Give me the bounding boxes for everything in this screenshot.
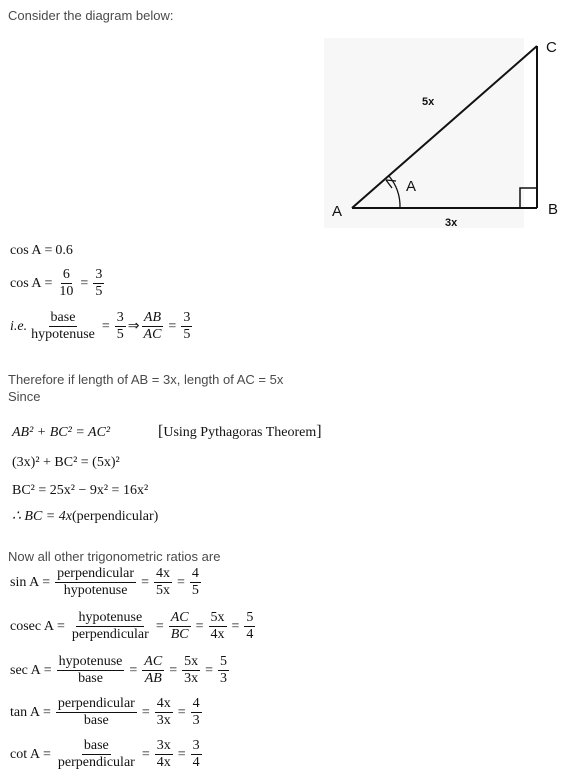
pythagoras-line-4: ∴ BC = 4x(perpendicular) <box>12 509 159 524</box>
base-label: 3x <box>445 217 458 229</box>
sin-equation: sin A = $\frac{\text{perpendicular}}{\text{hypotenuse}}$ = $\frac{4x}{5x}$ = $\frac{4}{5}$ <box>10 566 199 598</box>
therefore-text: Therefore if length of AB = 3x, length of AC = 5x <box>8 372 284 387</box>
tan-equation: tan A = $\frac{\text{perpendicular}}{\text{base}}$ = $\frac{4x}{3x}$ = $\frac{4}{3}$ <box>10 696 200 728</box>
intro-text: Consider the diagram below: <box>8 8 174 23</box>
pythagoras-note: [Using Pythagoras Theorem] <box>158 423 322 440</box>
ie-equation: i.e. $\frac{\text{base}}{\text{hypotenuse}}$ = $\frac{3}{5}$ ⇒ $\frac{AB}{AC}$ = $\frac{3}{5}$ <box>10 310 191 342</box>
pythagoras-line-2: (3x)² + BC² = (5x)² <box>12 455 120 470</box>
hypotenuse-label: 5x <box>422 96 435 108</box>
cosec-equation: cosec A = $\frac{\text{hypotenuse}}{\text{perpendicular}}$ = $\frac{AC}{BC}$ = $\frac{5x}{4x}$ = $\frac{5}{4}$ <box>10 610 254 642</box>
cot-equation: cot A = $\frac{\text{base}}{\text{perpendicular}}$ = $\frac{3x}{4x}$ = $\frac{3}{4}$ <box>10 738 200 770</box>
cos-given: cos A = 0.6 <box>10 243 73 258</box>
pythagoras-line-3: BC² = 25x² − 9x² = 16x² <box>12 483 149 498</box>
vertex-c-label: C <box>546 39 557 56</box>
cos-fraction-equation: cos A = $\frac{6}{10}$ = $\frac{3}{5}$ <box>10 267 103 299</box>
vertex-a-label: A <box>332 203 343 220</box>
angle-label: A <box>406 178 417 195</box>
since-text: Since <box>8 389 41 404</box>
vertex-b-label: B <box>548 201 559 218</box>
pythagoras-line-1: AB² + BC² = AC² <box>12 425 111 440</box>
ratios-intro: Now all other trigonometric ratios are <box>8 549 221 564</box>
sec-equation: sec A = $\frac{\text{hypotenuse}}{\text{base}}$ = $\frac{AC}{AB}$ = $\frac{5x}{3x}$ = $\frac{5}{3}$ <box>10 654 227 686</box>
triangle-diagram <box>322 30 565 235</box>
